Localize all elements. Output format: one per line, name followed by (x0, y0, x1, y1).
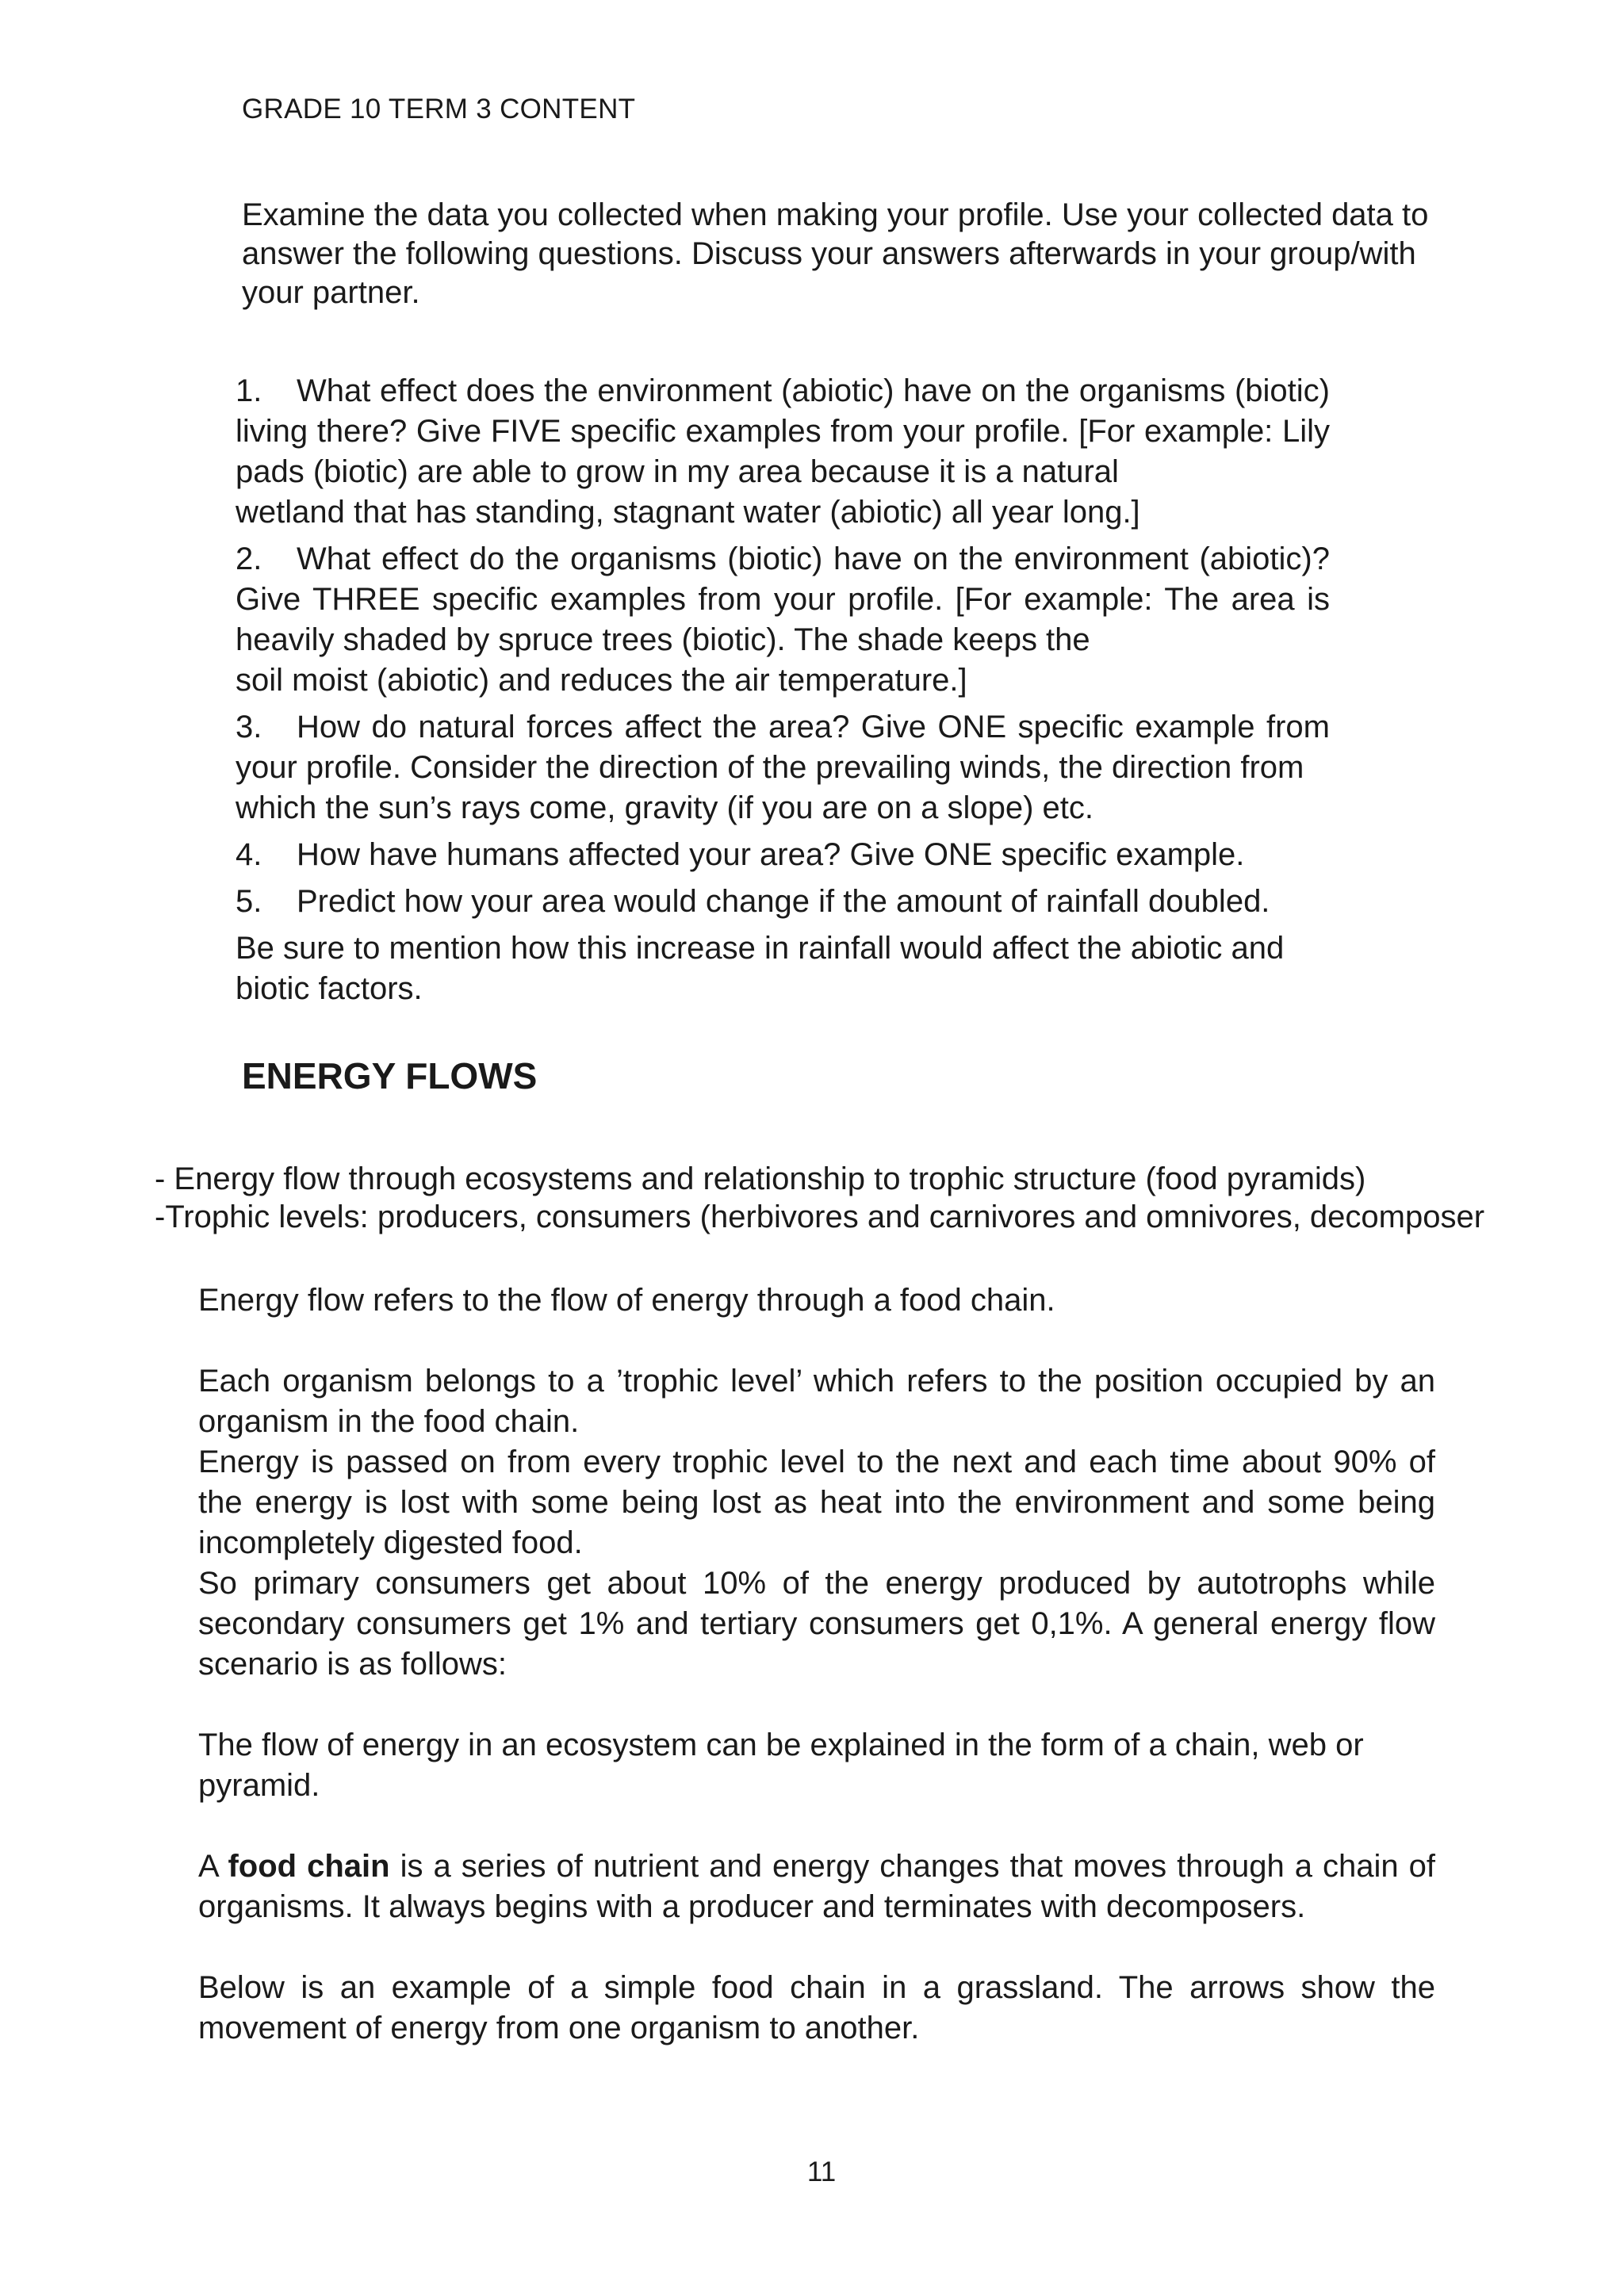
paragraph-trophic-level: Each organism belongs to a ’trophic level’ which refers to the position occupied by an organism in the food chain. (198, 1364, 1435, 1439)
topic-bullet-1: - Energy flow through ecosystems and relationship to trophic structure (food pyramids) (155, 1161, 1366, 1196)
page-header: GRADE 10 TERM 3 CONTENT (242, 94, 636, 124)
question-item (236, 882, 1330, 922)
question-text: Predict how your area would change if the amount of rainfall doubled. (297, 884, 1270, 919)
body-text (198, 1280, 1435, 2049)
question-number: 3. (236, 710, 262, 744)
topic-bullets (155, 1160, 1487, 1236)
question-text-tail: wetland that has standing, stagnant water (abiotic) all year long.] (236, 495, 1140, 530)
page-number: 11 (806, 2156, 837, 2187)
section-title: ENERGY FLOWS (242, 1055, 538, 1096)
food-chain-lead: A (198, 1849, 228, 1884)
question-text-tail: soil moist (abiotic) and reduces the air temperature.] (236, 663, 967, 698)
food-chain-definition: is a series of nutrient and energy changes that moves through a chain of organisms. It always begins with a producer and terminates with decomposers. (198, 1849, 1435, 1924)
question-item (236, 539, 1330, 701)
paragraph-food-chain (198, 1846, 1435, 1927)
paragraph-example-intro: Below is an example of a simple food chain in a grassland. The arrows show the movement of energy from one organism to another. (198, 1970, 1435, 2045)
question-text: What effect does the environment (abiotic) have on the organisms (biotic) living there? Give FIVE specific examples from your profile. [For example: Lily pads (biotic) are able to grow in my area because it is a natural (236, 373, 1330, 489)
question-followup: Be sure to mention how this increase in rainfall would affect the abiotic and biotic factors. (236, 931, 1285, 1006)
topic-bullet-2: -Trophic levels: producers, consumers (herbivores and carnivores and omnivores, decomposer (155, 1200, 1485, 1234)
question-text: How have humans affected your area? Give ONE specific example. (297, 837, 1245, 872)
paragraph-consumer-energy: So primary consumers get about 10% of the energy produced by autotrophs while secondary consumers get 1% and tertiary consumers get 0,1%. A general energy flow scenario is as follows: (198, 1566, 1435, 1682)
question-item (236, 371, 1330, 533)
paragraph-energy-flow: Energy flow refers to the flow of energy through a food chain. (198, 1283, 1055, 1318)
question-text: How do natural forces affect the area? Give ONE specific example from your profile. Consider the direction of the prevailing winds, the direction from (236, 710, 1330, 785)
question-text: What effect do the organisms (biotic) have on the environment (abiotic)? Give THREE specific examples from your profile. [For example: The area is heavily shaded by spruce trees (biotic). The shade keeps the (236, 541, 1330, 657)
question-number: 5. (236, 884, 262, 919)
intro-paragraph: Examine the data you collected when making your profile. Use your collected data to answer the following questions. Discuss your answers afterwards in your group/with your partner. (242, 197, 1429, 310)
question-number: 1. (236, 373, 262, 408)
question-item (236, 707, 1330, 828)
question-list (236, 371, 1330, 1009)
paragraph-energy-loss: Energy is passed on from every trophic level to the next and each time about 90% of the energy is lost with some being lost as heat into the environment and some being incompletely digested food. (198, 1445, 1435, 1560)
question-item (236, 835, 1330, 875)
paragraph-flow-forms: The flow of energy in an ecosystem can be explained in the form of a chain, web or pyramid. (198, 1728, 1364, 1803)
food-chain-term: food chain (228, 1849, 390, 1884)
question-number: 4. (236, 837, 262, 872)
question-text-tail: which the sun’s rays come, gravity (if you are on a slope) etc. (236, 790, 1094, 825)
question-number: 2. (236, 541, 262, 576)
